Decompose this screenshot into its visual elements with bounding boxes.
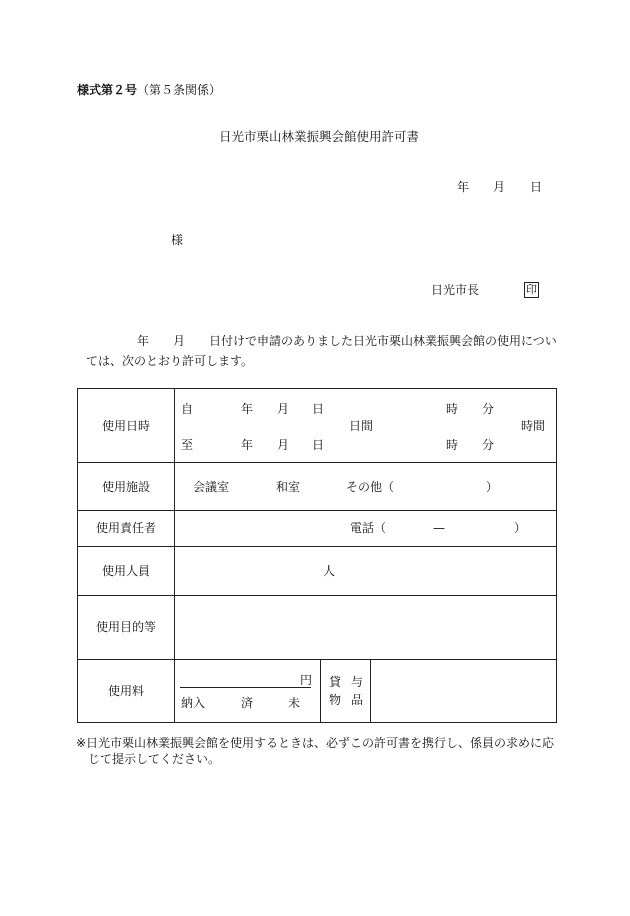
rental-label-char-4: 品 <box>351 693 364 707</box>
rental-column-divider <box>370 659 371 722</box>
form-number: 様式第２号 <box>77 83 138 97</box>
body-text-line2: ては、次のとおり許可します。 <box>86 354 254 368</box>
datetime-hours-unit: 時間 <box>521 419 546 433</box>
row-divider <box>78 462 556 463</box>
date-year-label: 年 <box>457 180 470 194</box>
permit-table <box>77 388 557 723</box>
body-year-label: 年 <box>137 334 150 348</box>
seal-text: 印 <box>526 283 537 296</box>
datetime-from-day: 日 <box>312 402 325 416</box>
facility-option-meeting-room: 会議室 <box>193 480 230 494</box>
phone-label: 電話（ <box>350 521 387 535</box>
issuer-name: 日光市長 <box>431 283 480 297</box>
datetime-to-year: 年 <box>241 438 254 452</box>
datetime-from-month: 月 <box>277 402 290 416</box>
seal-mark <box>524 282 539 298</box>
body-text-line1: 日付けで申請のありました日光市栗山林業振興会館の使用につい <box>209 334 557 348</box>
addressee-honorific: 様 <box>171 233 184 247</box>
phone-close-paren: ） <box>514 521 527 535</box>
datetime-to-month: 月 <box>277 438 290 452</box>
label-attendees: 使用人員 <box>101 564 150 578</box>
rental-label-char-1: 貸 <box>329 675 342 689</box>
fee-paid-status-done: 済 <box>241 696 254 710</box>
date-day-label: 日 <box>530 180 543 194</box>
row-divider <box>78 546 556 547</box>
datetime-days-unit: 日間 <box>349 419 374 433</box>
related-article: （第５条関係） <box>137 83 222 97</box>
datetime-from-hour: 時 <box>446 402 459 416</box>
date-month-label: 月 <box>493 180 506 194</box>
page-title: 日光市栗山林業振興会館使用許可書 <box>219 129 420 144</box>
fee-yen-unit: 円 <box>300 673 313 687</box>
facility-option-japanese-room: 和室 <box>276 480 301 494</box>
fee-amount-underline <box>180 687 311 688</box>
footnote-line2: じて提示してください。 <box>88 752 221 766</box>
datetime-to-day: 日 <box>312 438 325 452</box>
fee-paid-status-not: 未 <box>288 696 301 710</box>
datetime-from-minute: 分 <box>482 402 495 416</box>
rental-label-char-3: 与 <box>351 675 364 689</box>
facility-option-other: その他（ <box>346 480 395 494</box>
label-purpose: 使用目的等 <box>95 620 156 634</box>
attendees-unit: 人 <box>323 564 336 578</box>
label-usage-datetime: 使用日時 <box>101 419 150 433</box>
datetime-from-label: 自 <box>181 402 194 416</box>
row-divider <box>78 659 556 660</box>
label-column-divider <box>174 389 175 722</box>
footnote-line1: ※日光市栗山林業振興会館を使用するときは、必ずこの許可書を携行し、係員の求めに応 <box>76 736 555 750</box>
row-divider <box>78 510 556 511</box>
facility-close-paren: ） <box>486 480 499 494</box>
body-month-label: 月 <box>173 334 186 348</box>
datetime-to-hour: 時 <box>446 438 459 452</box>
datetime-to-minute: 分 <box>482 438 495 452</box>
label-facility: 使用施設 <box>101 480 150 494</box>
label-fee: 使用料 <box>107 684 144 698</box>
datetime-from-year: 年 <box>241 402 254 416</box>
fee-column-divider <box>320 659 321 722</box>
phone-dash: — <box>433 521 445 535</box>
fee-paid-label: 納入 <box>181 696 206 710</box>
row-divider <box>78 595 556 596</box>
datetime-to-label: 至 <box>181 438 194 452</box>
rental-label-char-2: 物 <box>329 693 342 707</box>
label-responsible: 使用責任者 <box>95 521 156 535</box>
form-number-line <box>77 84 221 96</box>
